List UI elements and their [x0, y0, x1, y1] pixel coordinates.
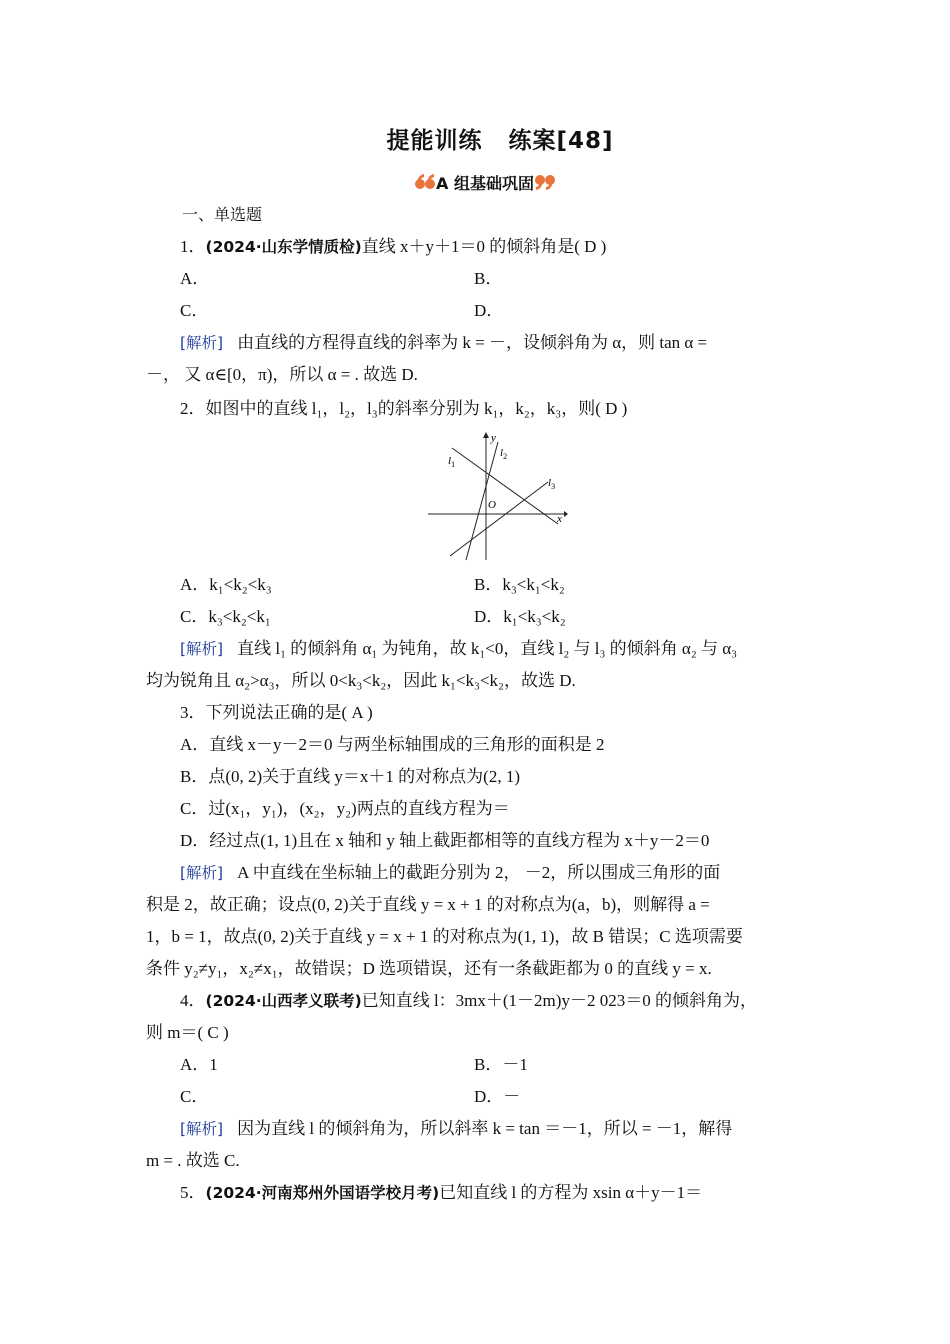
q4-option-b: B．－1	[474, 1055, 528, 1074]
q4-option-d: D．－	[474, 1087, 521, 1106]
q1-text: 直线 x＋y＋1＝0 的倾斜角是( D )	[361, 237, 607, 256]
close-quote-icon	[534, 171, 556, 193]
l1-label: $l_1$	[448, 455, 456, 469]
q5-source: (2024·河南郑州外国语学校月考)	[205, 1184, 440, 1202]
q4-option-a: A．1	[180, 1055, 218, 1074]
q1-option-b: B．	[474, 269, 503, 288]
q3-option-d: D．经过点(1, 1)且在 x 轴和 y 轴上截距都相等的直线方程为 x＋y－2＝0	[180, 831, 710, 850]
q3-option-b: B．点(0, 2)关于直线 y＝x＋1 的对称点为(2, 1)	[180, 767, 520, 786]
q3-analysis: [解析] A 中直线在坐标轴上的截距分别为 2， －2，所以围成三角形的面	[180, 863, 721, 882]
q4-stem: 4．(2024·山西孝义联考)已知直线 l：3mx＋(1－2m)y－2 023＝0 的倾斜角为，	[180, 991, 757, 1010]
q3-stem: 3．下列说法正确的是( A )	[180, 703, 373, 722]
line-l3	[450, 482, 548, 556]
q4-analysis-cont: m = . 故选 C.	[146, 1151, 240, 1170]
x-axis-arrow	[564, 511, 568, 517]
page-title	[0, 122, 950, 155]
q1-source: (2024·山东学情质检)	[205, 238, 362, 256]
q3-text: 下列说法正确的是( A )	[205, 703, 373, 722]
q2-option-c: C．k₃<k₂<k₁	[180, 607, 271, 626]
title-left: 提能训练	[386, 128, 483, 154]
l3-label: $l_3$	[548, 477, 556, 491]
line-figure	[424, 430, 568, 562]
q4-analysis: [解析] 因为直线 l 的倾斜角为，所以斜率 k = tan ＝－1，所以 = －1，解得	[180, 1119, 733, 1138]
q1-option-a: A．	[180, 269, 210, 288]
q1-stem: 1．(2024·山东学情质检)直线 x＋y＋1＝0 的倾斜角是( D )	[180, 237, 607, 256]
x-label: x	[557, 513, 562, 525]
q1-option-c: C．	[180, 301, 209, 320]
q3-analysis-cont-3: 条件 y₂≠y₁，x₂≠x₁，故错误；D 选项错误，还有一条截距都为 0 的直线 y = x.	[146, 959, 712, 978]
q4-source: (2024·山西孝义联考)	[205, 992, 362, 1010]
analysis-label: [解析]	[180, 334, 224, 352]
open-quote-icon	[414, 171, 436, 193]
q2-stem: 2．如图中的直线 l₁，l₂，l₃的斜率分别为 k₁，k₂，k₃，则( D )	[180, 399, 628, 418]
q5-stem: 5．(2024·河南郑州外国语学校月考)已知直线 l 的方程为 xsin α＋y－1＝	[180, 1183, 703, 1202]
origin-label: O	[488, 499, 496, 511]
y-label: y	[491, 432, 496, 444]
title-right: 练案[48]	[508, 128, 614, 154]
y-axis-arrow	[483, 432, 489, 438]
q2-option-d: D．k₁<k₃<k₂	[474, 607, 566, 626]
group-label: A 组基础巩固	[436, 173, 534, 193]
q2-option-a: A．k₁<k₂<k₃	[180, 575, 272, 594]
q1-option-d: D．	[474, 301, 504, 320]
q3-option-a: A．直线 x－y－2＝0 与两坐标轴围成的三角形的面积是 2	[180, 735, 605, 754]
l2-label: $l_2$	[500, 447, 508, 461]
section-heading: 一、单选题	[182, 205, 263, 224]
q3-analysis-cont-1: 积是 2，故正确；设点(0, 2)关于直线 y = x + 1 的对称点为(a，b)，则解得 a =	[146, 895, 710, 914]
q4-stem-cont: 则 m＝( C )	[146, 1023, 229, 1042]
q2-option-b: B．k₃<k₁<k₂	[474, 575, 565, 594]
q2-analysis-cont: 均为锐角且 α₂>α₃，所以 0<k₃<k₂，因此 k₁<k₃<k₂，故选 D.	[146, 671, 576, 690]
q2-text: 如图中的直线 l₁，l₂，l₃的斜率分别为 k₁，k₂，k₃，则( D )	[205, 399, 628, 418]
q3-analysis-cont-2: 1，b = 1，故点(0, 2)关于直线 y = x + 1 的对称点为(1, 1)，故 B 错误；C 选项需要	[146, 927, 743, 946]
q4-option-c: C．	[180, 1087, 209, 1106]
q4-text: 已知直线 l：3mx＋(1－2m)y－2 023＝0 的倾斜角为，	[361, 991, 757, 1010]
q1-analysis: [解析] 由直线的方程得直线的斜率为 k = －，设倾斜角为 α，则 tan α =	[180, 333, 708, 352]
group-banner	[414, 168, 556, 196]
q1-analysis-cont: －， 又 α∈[0，π)，所以 α = . 故选 D.	[146, 365, 418, 384]
q2-analysis: [解析] 直线 l₁ 的倾斜角 α₁ 为钝角，故 k₁<0，直线 l₂ 与 l₃ 的倾斜角 α₂ 与 α₃	[180, 639, 738, 658]
q3-option-c: C．过(x₁，y₁)，(x₂，y₂)两点的直线方程为＝	[180, 799, 510, 818]
q5-text: 已知直线 l 的方程为 xsin α＋y－1＝	[439, 1183, 703, 1202]
